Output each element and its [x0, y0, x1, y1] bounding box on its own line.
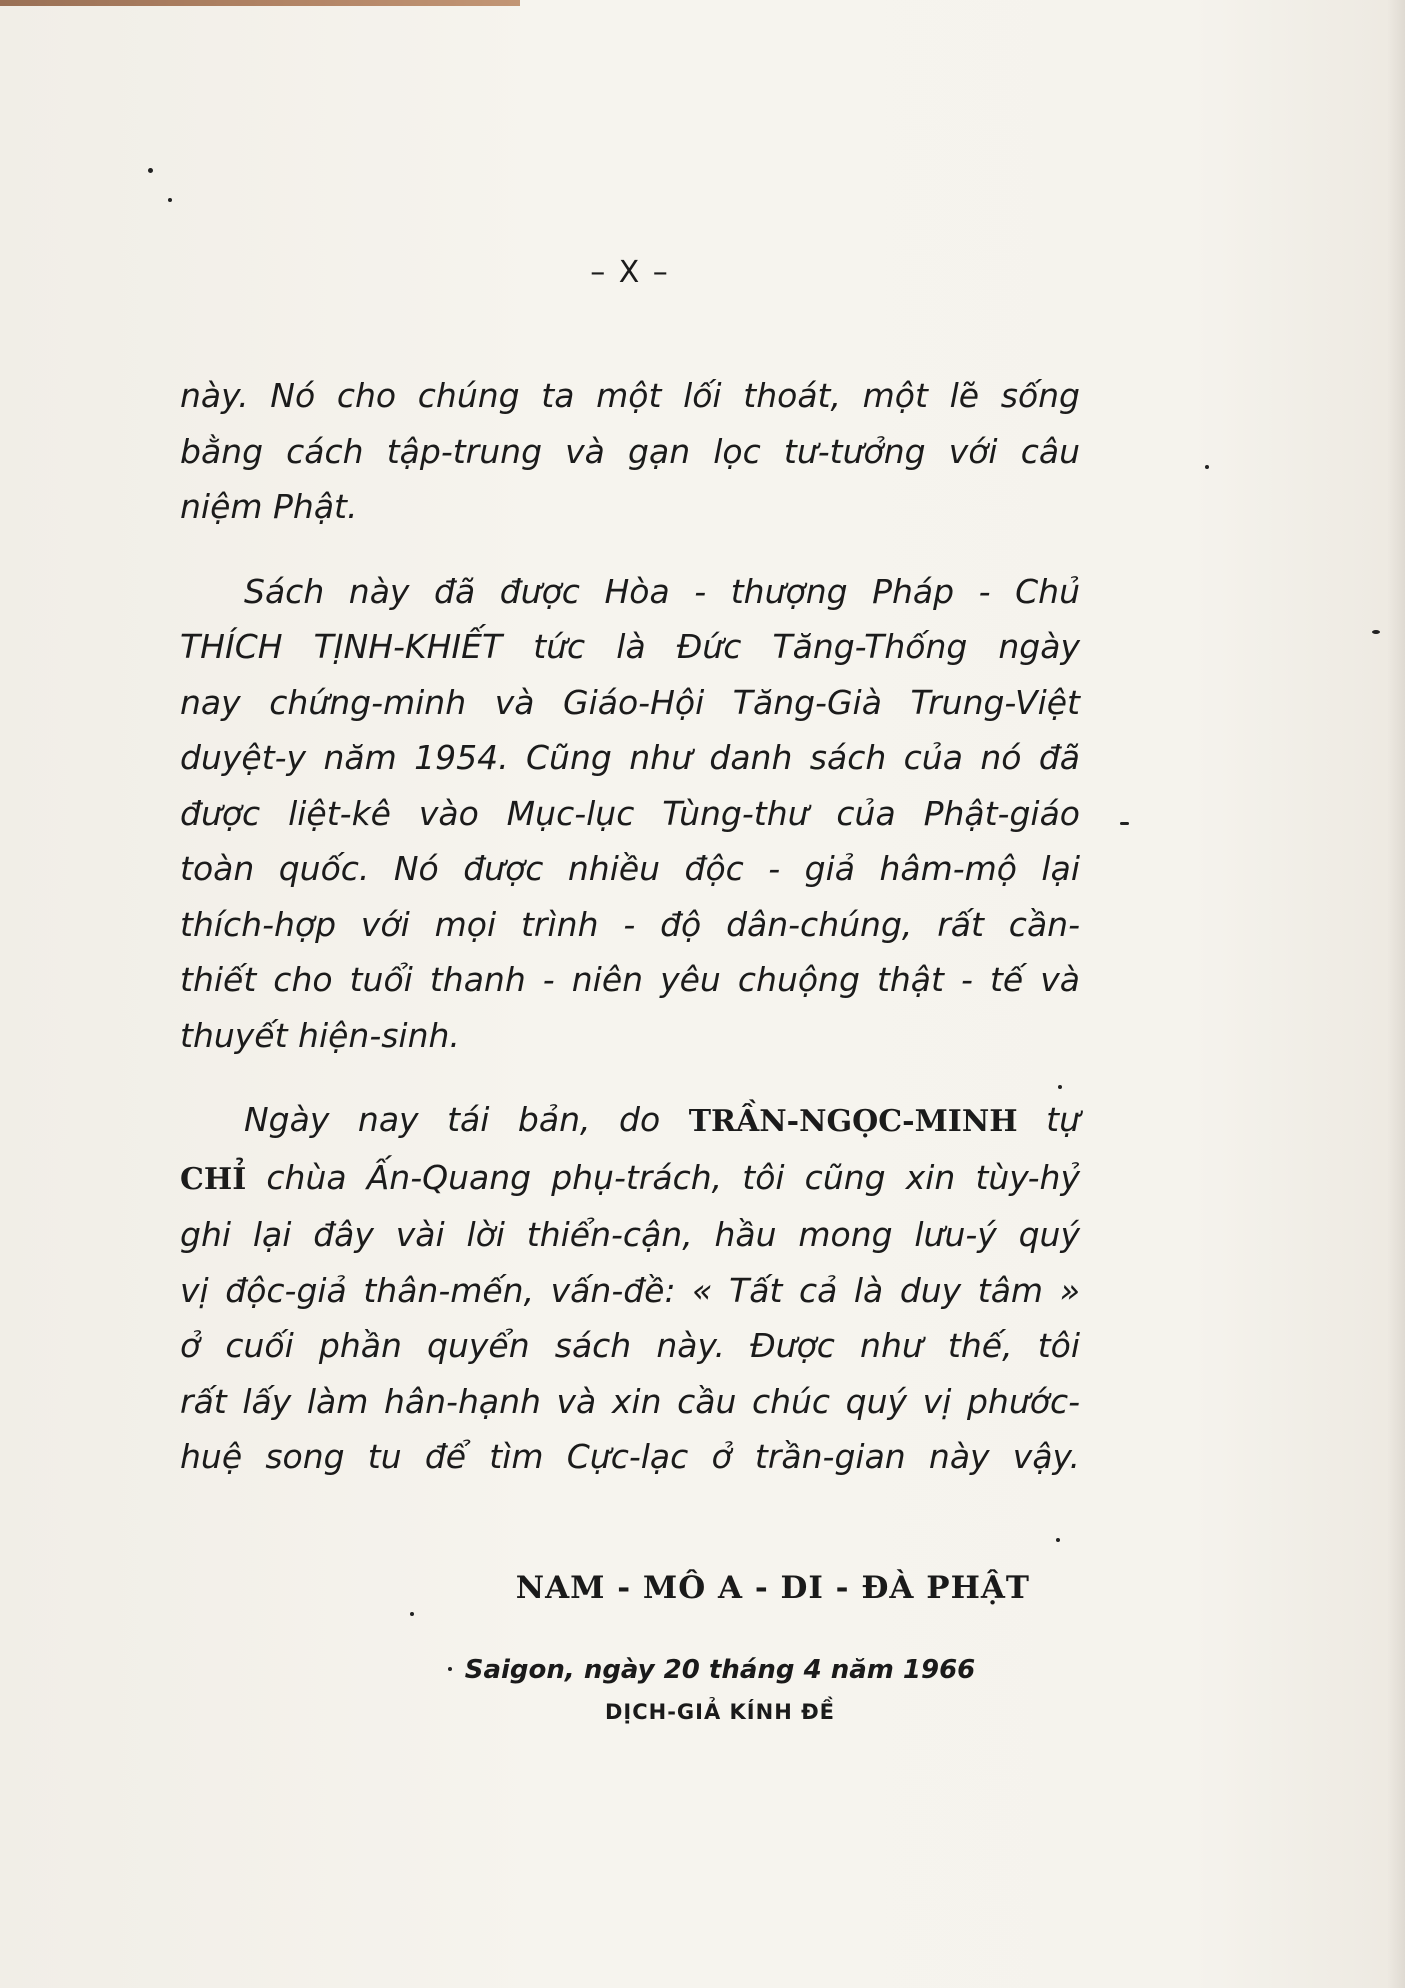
- paragraph-2: [180, 564, 1080, 1064]
- text-line: toàn quốc. Nó được nhiều độc - giả hâm-mộ lại: [180, 849, 1080, 888]
- page-top-edge: [0, 0, 520, 6]
- paragraph-3: [180, 1092, 1080, 1485]
- text-line: vị độc-giả thân-mến, vấn-đề: « Tất cả là duy tâm »: [180, 1270, 1080, 1310]
- text-segment: Ngày nay tái bản, do: [244, 1100, 661, 1139]
- page-number: – X –: [590, 255, 670, 290]
- closing-invocation: NAM - MÔ A - DI - ĐÀ PHẬT: [515, 1570, 1030, 1606]
- text-line: huệ song tu để tìm Cực-lạc ở trần-gian này vậy.: [180, 1437, 1080, 1476]
- text-line: duyệt-y năm 1954. Cũng như danh sách của nó đã: [180, 738, 1080, 777]
- text-line: niệm Phật.: [180, 487, 358, 526]
- body-text: [180, 368, 1080, 1514]
- text-line: ghi lại đây vài lời thiển-cận, hầu mong lưu-ý quý: [180, 1215, 1080, 1254]
- print-speck: [1205, 465, 1209, 469]
- print-speck: [1120, 822, 1129, 825]
- paragraph-1: [180, 368, 1080, 535]
- text-line: rất lấy làm hân-hạnh và xin cầu chúc quý vị phước-: [180, 1381, 1080, 1421]
- signature: DỊCH-GIẢ KÍNH ĐỀ: [604, 1700, 836, 1724]
- text-segment: tự: [1046, 1100, 1080, 1139]
- print-speck: [410, 1612, 414, 1616]
- print-speck: [1056, 1538, 1060, 1542]
- print-speck: [1058, 1085, 1062, 1089]
- text-line: thích-hợp với mọi trình - độ dân-chúng, rất cần-: [180, 904, 1080, 944]
- text-line: THÍCH TỊNH-KHIẾT tức là Đức Tăng-Thống ngày: [180, 627, 1080, 666]
- name-caps: TRẦN-NGỌC-MINH: [688, 1104, 1018, 1139]
- print-speck: [148, 168, 153, 173]
- text-line: được liệt-kê vào Mục-lục Tùng-thư của Phật-giáo: [180, 793, 1080, 833]
- text-line: bằng cách tập-trung và gạn lọc tư-tưởng với câu: [180, 431, 1080, 471]
- print-speck: [448, 1667, 452, 1671]
- text-line: [180, 1150, 1080, 1208]
- date-place: Saigon, ngày 20 tháng 4 năm 1966: [464, 1655, 976, 1685]
- text-line: thiết cho tuổi thanh - niên yêu chuộng thật - tế và: [180, 960, 1080, 999]
- print-speck: [168, 198, 172, 202]
- text-line: thuyết hiện-sinh.: [180, 1015, 460, 1055]
- text-line: ở cuối phần quyển sách này. Được như thế, tôi: [180, 1326, 1080, 1365]
- text-line: [180, 1092, 1080, 1150]
- text-segment: chùa Ấn-Quang phụ-trách, tôi cũng xin tùy-hỷ: [266, 1157, 1080, 1197]
- print-speck: [1372, 630, 1380, 634]
- text-line: Sách này đã được Hòa - thượng Pháp - Chủ: [244, 571, 1080, 611]
- page-binding-shadow: [1387, 0, 1405, 1988]
- text-line: nay chứng-minh và Giáo-Hội Tăng-Già Trung-Việt: [180, 682, 1080, 722]
- name-caps: CHỈ: [180, 1161, 247, 1197]
- text-line: này. Nó cho chúng ta một lối thoát, một lẽ sống: [180, 376, 1080, 415]
